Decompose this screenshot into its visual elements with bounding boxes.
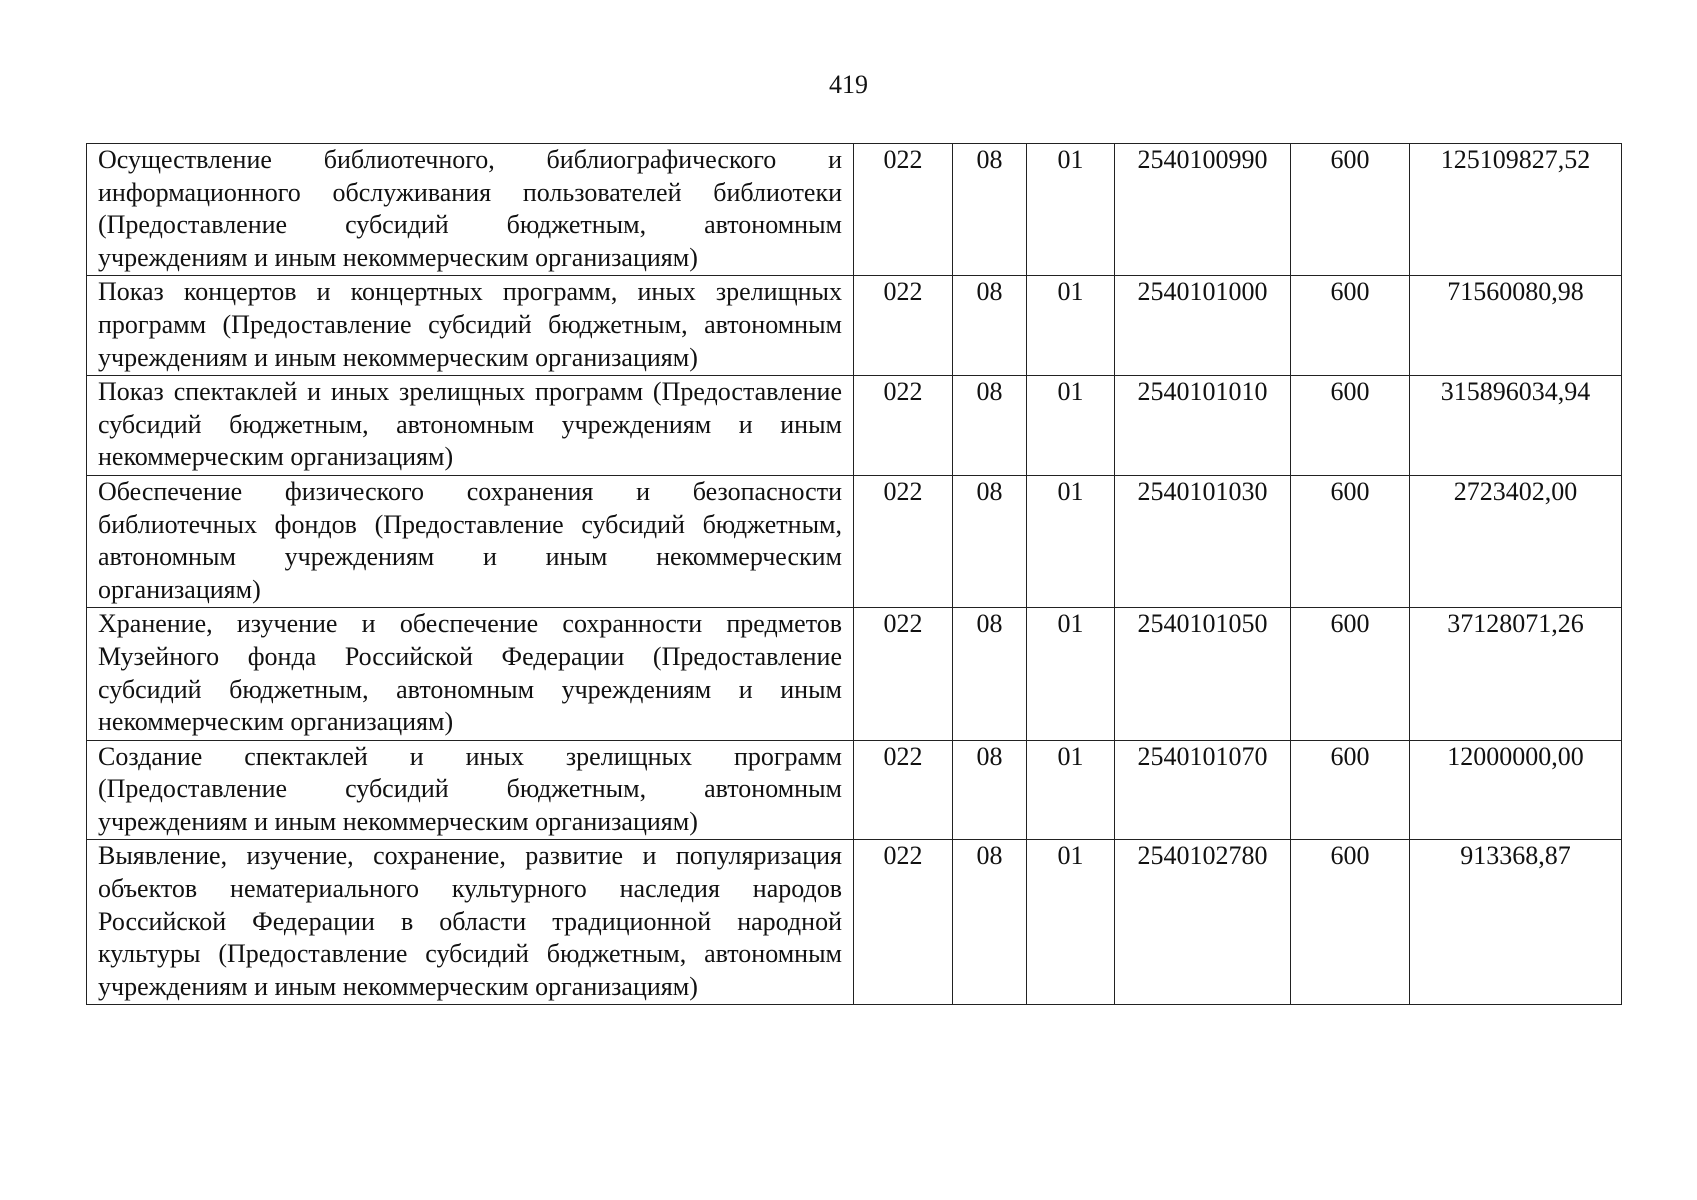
amount-value: 37128071,26 [1410, 608, 1622, 740]
section-code: 08 [953, 840, 1027, 1005]
table-row [87, 276, 1622, 376]
amount-value: 71560080,98 [1410, 276, 1622, 376]
section-code: 08 [953, 608, 1027, 740]
expense-type-code: 600 [1291, 740, 1410, 840]
expense-type-code: 600 [1291, 144, 1410, 276]
ministry-code: 022 [854, 840, 953, 1005]
page-number: 419 [829, 70, 868, 99]
table-row [87, 144, 1622, 276]
subsection-code: 01 [1027, 144, 1115, 276]
ministry-code: 022 [854, 740, 953, 840]
ministry-code: 022 [854, 276, 953, 376]
row-description: Показ спектаклей и иных зрелищных программ (Предоставление субсидий бюджетным, автономным учреждениям и иным некоммерческим организациям) [87, 376, 854, 476]
target-article-code: 2540101000 [1115, 276, 1291, 376]
expense-type-code: 600 [1291, 840, 1410, 1005]
section-code: 08 [953, 276, 1027, 376]
row-description: Осуществление библиотечного, библиографического и информационного обслуживания пользователей библиотеки (Предоставление субсидий бюджетным, автономным учреждениям и иным некоммерческим организациям) [87, 144, 854, 276]
ministry-code: 022 [854, 144, 953, 276]
subsection-code: 01 [1027, 740, 1115, 840]
row-description: Хранение, изучение и обеспечение сохранности предметов Музейного фонда Российской Федерации (Предоставление субсидий бюджетным, автономным учреждениям и иным некоммерческим организациям) [87, 608, 854, 740]
subsection-code: 01 [1027, 608, 1115, 740]
amount-value: 913368,87 [1410, 840, 1622, 1005]
row-description: Выявление, изучение, сохранение, развитие и популяризация объектов нематериального культурного наследия народов Российской Федерации в области традиционной народной культуры (Предоставление субсидий бюджетным, автономным учреждениям и иным некоммерческим организациям) [87, 840, 854, 1005]
expense-type-code: 600 [1291, 376, 1410, 476]
amount-value: 125109827,52 [1410, 144, 1622, 276]
target-article-code: 2540101070 [1115, 740, 1291, 840]
table-row [87, 740, 1622, 840]
row-description: Создание спектаклей и иных зрелищных программ (Предоставление субсидий бюджетным, автономным учреждениям и иным некоммерческим организациям) [87, 740, 854, 840]
section-code: 08 [953, 740, 1027, 840]
expense-type-code: 600 [1291, 608, 1410, 740]
target-article-code: 2540101030 [1115, 475, 1291, 607]
ministry-code: 022 [854, 475, 953, 607]
target-article-code: 2540101050 [1115, 608, 1291, 740]
section-code: 08 [953, 475, 1027, 607]
table-row [87, 376, 1622, 476]
ministry-code: 022 [854, 376, 953, 476]
target-article-code: 2540100990 [1115, 144, 1291, 276]
table-row [87, 475, 1622, 607]
row-description: Показ концертов и концертных программ, иных зрелищных программ (Предоставление субсидий бюджетным, автономным учреждениям и иным некоммерческим организациям) [87, 276, 854, 376]
subsection-code: 01 [1027, 840, 1115, 1005]
table-body [87, 144, 1622, 1005]
section-code: 08 [953, 376, 1027, 476]
amount-value: 2723402,00 [1410, 475, 1622, 607]
budget-table [86, 143, 1622, 1005]
subsection-code: 01 [1027, 276, 1115, 376]
target-article-code: 2540102780 [1115, 840, 1291, 1005]
section-code: 08 [953, 144, 1027, 276]
expense-type-code: 600 [1291, 276, 1410, 376]
subsection-code: 01 [1027, 376, 1115, 476]
ministry-code: 022 [854, 608, 953, 740]
row-description: Обеспечение физического сохранения и безопасности библиотечных фондов (Предоставление субсидий бюджетным, автономным учреждениям и иным некоммерческим организациям) [87, 475, 854, 607]
table-row [87, 840, 1622, 1005]
amount-value: 12000000,00 [1410, 740, 1622, 840]
amount-value: 315896034,94 [1410, 376, 1622, 476]
subsection-code: 01 [1027, 475, 1115, 607]
table-row [87, 608, 1622, 740]
expense-type-code: 600 [1291, 475, 1410, 607]
target-article-code: 2540101010 [1115, 376, 1291, 476]
